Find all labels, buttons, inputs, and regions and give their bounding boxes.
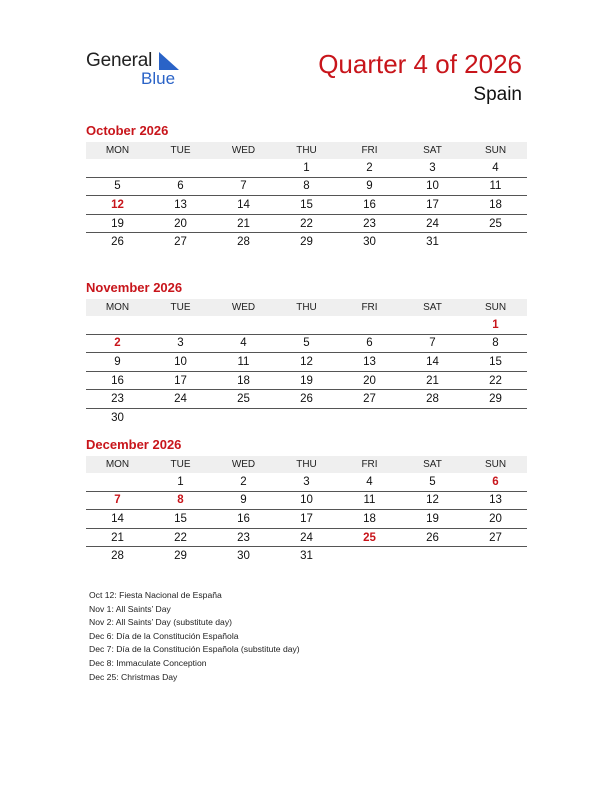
day-cell: 23: [212, 528, 275, 547]
week-row: [86, 196, 527, 215]
weekday-label: SAT: [401, 142, 464, 159]
day-cell: 16: [338, 196, 401, 215]
day-cell: 2: [86, 334, 149, 353]
weekday-label: SUN: [464, 142, 527, 159]
weekday-label: FRI: [338, 299, 401, 316]
day-cell: 25: [212, 390, 275, 409]
day-cell: 27: [174, 236, 187, 249]
day-cell: 29: [464, 390, 527, 409]
weekday-header-row: [86, 142, 527, 159]
day-cell: 25: [464, 214, 527, 233]
weekday-label: WED: [212, 142, 275, 159]
day-cell: 12: [86, 196, 149, 215]
empty-day-cell: [149, 316, 212, 334]
day-cell: 31: [300, 550, 313, 563]
month-title: November 2026: [86, 280, 183, 295]
day-cell: 23: [86, 390, 149, 409]
day-cell: 9: [212, 491, 275, 510]
empty-day-cell: [212, 159, 275, 177]
day-cell: 13: [464, 491, 527, 510]
day-cell: 5: [275, 334, 338, 353]
weekday-label: WED: [212, 299, 275, 316]
weekday-label: TUE: [149, 299, 212, 316]
day-cell: 27: [338, 390, 401, 409]
day-cell: 4: [212, 334, 275, 353]
day-cell: 29: [174, 550, 187, 563]
month-title: October 2026: [86, 123, 169, 138]
day-cell: 30: [111, 411, 124, 424]
day-cell: 24: [149, 390, 212, 409]
day-cell: 26: [111, 236, 124, 249]
day-cell: 8: [149, 491, 212, 510]
country-name: Spain: [473, 84, 522, 105]
day-cell: 7: [212, 177, 275, 196]
weekday-label: THU: [275, 142, 338, 159]
empty-day-cell: [149, 159, 212, 177]
day-cell: 29: [300, 236, 313, 249]
day-cell: 20: [149, 214, 212, 233]
empty-day-cell: [86, 473, 149, 491]
empty-day-cell: [464, 233, 527, 251]
week-row: [86, 334, 527, 353]
week-row: [86, 353, 527, 372]
day-cell: 22: [275, 214, 338, 233]
day-cell: 7: [401, 334, 464, 353]
day-cell: 19: [86, 214, 149, 233]
day-cell: 14: [212, 196, 275, 215]
day-cell: 26: [401, 528, 464, 547]
logo-text-general: General: [86, 50, 153, 71]
day-cell: 14: [401, 353, 464, 372]
holiday-note: Dec 7: Día de la Constitución Española (substitute day): [89, 644, 300, 655]
week-row: [86, 316, 527, 334]
day-cell: 28: [237, 236, 250, 249]
week-row: [86, 547, 527, 565]
empty-day-cell: [464, 408, 527, 426]
day-cell: 19: [401, 510, 464, 529]
day-cell: 24: [275, 528, 338, 547]
week-row: [86, 408, 527, 426]
day-cell: 16: [86, 371, 149, 390]
day-cell: 11: [464, 177, 527, 196]
day-cell: 13: [338, 353, 401, 372]
day-cell: 18: [464, 196, 527, 215]
day-cell: 9: [86, 353, 149, 372]
generalblue-logo: [86, 50, 196, 90]
day-cell: 3: [401, 159, 464, 177]
holiday-note: Nov 1: All Saints’ Day: [89, 603, 171, 614]
month-december: [86, 436, 527, 565]
weekday-header-row: [86, 299, 527, 316]
logo-triangle-icon: [159, 52, 179, 70]
week-row: [86, 371, 527, 390]
week-row: [86, 473, 527, 491]
day-cell: 21: [401, 371, 464, 390]
holiday-note: Dec 6: Día de la Constitución Española: [89, 630, 239, 641]
day-cell: 6: [338, 334, 401, 353]
empty-day-cell: [401, 316, 464, 334]
day-cell: 14: [86, 510, 149, 529]
calendar-table: [86, 299, 527, 427]
day-cell: 28: [401, 390, 464, 409]
day-cell: 22: [149, 528, 212, 547]
page-title: Quarter 4 of 2026: [318, 49, 522, 79]
day-cell: 13: [149, 196, 212, 215]
day-cell: 30: [237, 550, 250, 563]
month-november: [86, 279, 527, 427]
day-cell: 28: [111, 550, 124, 563]
month-october: [86, 122, 527, 251]
day-cell: 8: [275, 177, 338, 196]
day-cell: 18: [212, 371, 275, 390]
week-row: [86, 214, 527, 233]
day-cell: 16: [212, 510, 275, 529]
empty-day-cell: [86, 316, 149, 334]
day-cell: 31: [426, 236, 439, 249]
day-cell: 5: [401, 473, 464, 491]
day-cell: 10: [149, 353, 212, 372]
logo-text-blue: Blue: [141, 69, 176, 88]
day-cell: 11: [212, 353, 275, 372]
weekday-label: MON: [86, 142, 149, 159]
week-row: [86, 233, 527, 251]
empty-day-cell: [86, 159, 149, 177]
weekday-label: THU: [275, 299, 338, 316]
day-cell: 24: [401, 214, 464, 233]
day-cell: 18: [338, 510, 401, 529]
empty-day-cell: [212, 408, 275, 426]
week-row: [86, 491, 527, 510]
holiday-note: Dec 25: Christmas Day: [89, 671, 178, 682]
holiday-note: Nov 2: All Saints’ Day (substitute day): [89, 617, 232, 628]
day-cell: 10: [275, 491, 338, 510]
day-cell: 17: [275, 510, 338, 529]
week-row: [86, 390, 527, 409]
day-cell: 15: [275, 196, 338, 215]
week-row: [86, 528, 527, 547]
week-row: [86, 177, 527, 196]
day-cell: 17: [149, 371, 212, 390]
empty-day-cell: [275, 408, 338, 426]
day-cell: 3: [275, 473, 338, 491]
holiday-note: Dec 8: Immaculate Conception: [89, 657, 207, 668]
weekday-label: SAT: [401, 456, 464, 473]
week-row: [86, 510, 527, 529]
day-cell: 20: [338, 371, 401, 390]
day-cell: 8: [464, 334, 527, 353]
weekday-label: SUN: [464, 299, 527, 316]
month-title: December 2026: [86, 437, 182, 452]
day-cell: 15: [464, 353, 527, 372]
day-cell: 27: [464, 528, 527, 547]
day-cell: 12: [401, 491, 464, 510]
calendar-table: [86, 142, 527, 251]
day-cell: 11: [338, 491, 401, 510]
day-cell: 10: [401, 177, 464, 196]
weekday-label: THU: [275, 456, 338, 473]
weekday-label: MON: [86, 456, 149, 473]
empty-day-cell: [401, 547, 464, 565]
day-cell: 6: [464, 473, 527, 491]
day-cell: 1: [149, 473, 212, 491]
day-cell: 26: [275, 390, 338, 409]
day-cell: 1: [275, 159, 338, 177]
empty-day-cell: [338, 547, 401, 565]
day-cell: 20: [464, 510, 527, 529]
day-cell: 7: [86, 491, 149, 510]
day-cell: 30: [363, 236, 376, 249]
empty-day-cell: [338, 316, 401, 334]
day-cell: 22: [464, 371, 527, 390]
holiday-notes: [89, 589, 300, 684]
day-cell: 1: [464, 316, 527, 334]
day-cell: 21: [212, 214, 275, 233]
empty-day-cell: [464, 547, 527, 565]
day-cell: 9: [338, 177, 401, 196]
weekday-label: MON: [86, 299, 149, 316]
weekday-label: WED: [212, 456, 275, 473]
day-cell: 5: [86, 177, 149, 196]
empty-day-cell: [149, 408, 212, 426]
day-cell: 25: [338, 528, 401, 547]
day-cell: 21: [86, 528, 149, 547]
empty-day-cell: [275, 316, 338, 334]
weekday-label: TUE: [149, 456, 212, 473]
day-cell: 2: [212, 473, 275, 491]
empty-day-cell: [338, 408, 401, 426]
day-cell: 4: [338, 473, 401, 491]
week-row: [86, 159, 527, 177]
weekday-label: FRI: [338, 456, 401, 473]
day-cell: 6: [149, 177, 212, 196]
calendar-table: [86, 456, 527, 565]
weekday-label: SUN: [464, 456, 527, 473]
weekday-label: TUE: [149, 142, 212, 159]
weekday-label: SAT: [401, 299, 464, 316]
day-cell: 15: [149, 510, 212, 529]
weekday-label: FRI: [338, 142, 401, 159]
weekday-header-row: [86, 456, 527, 473]
day-cell: 17: [401, 196, 464, 215]
day-cell: 23: [338, 214, 401, 233]
day-cell: 2: [338, 159, 401, 177]
empty-day-cell: [212, 316, 275, 334]
empty-day-cell: [401, 408, 464, 426]
day-cell: 19: [275, 371, 338, 390]
holiday-note: Oct 12: Fiesta Nacional de España: [89, 590, 222, 600]
day-cell: 4: [464, 159, 527, 177]
day-cell: 3: [149, 334, 212, 353]
day-cell: 12: [275, 353, 338, 372]
